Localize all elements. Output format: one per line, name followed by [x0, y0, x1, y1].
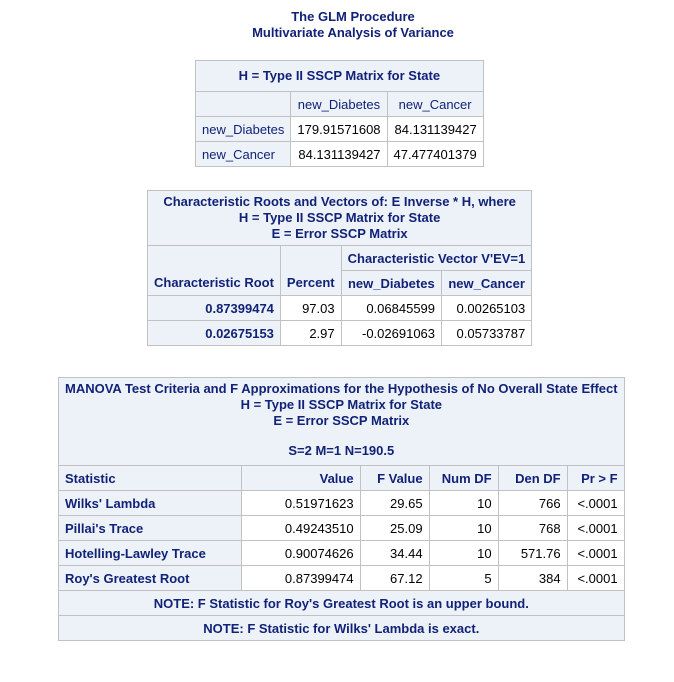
manova-row-header: Roy's Greatest Root — [59, 566, 242, 591]
manova-params: S=2 M=1 N=190.5 — [288, 443, 395, 458]
manova-col-header: Pr > F — [567, 466, 624, 491]
table-row — [59, 516, 625, 541]
manova-cell: <.0001 — [567, 516, 624, 541]
manova-test-table — [58, 377, 625, 641]
sscp-matrix-table — [195, 60, 484, 167]
sscp-corner-cell — [196, 92, 291, 117]
roots-cell: 97.03 — [280, 296, 341, 321]
roots-col-header: new_Cancer — [442, 271, 532, 296]
manova-cell: 34.44 — [360, 541, 429, 566]
sscp-cell: 84.131139427 — [291, 142, 387, 167]
sscp-row-header: new_Diabetes — [196, 117, 291, 142]
manova-cell: 768 — [498, 516, 567, 541]
sscp-row-header: new_Cancer — [196, 142, 291, 167]
roots-caption-line: H = Type II SSCP Matrix for State — [238, 210, 441, 225]
roots-cell: 0.00265103 — [442, 296, 532, 321]
manova-cell: 0.51971623 — [242, 491, 361, 516]
manova-col-header: Statistic — [59, 466, 242, 491]
table-row — [59, 541, 625, 566]
manova-note: NOTE: F Statistic for Roy's Greatest Root is an upper bound. — [59, 591, 625, 616]
sscp-col-header: new_Cancer — [387, 92, 483, 117]
manova-caption-line: H = Type II SSCP Matrix for State — [240, 397, 443, 412]
roots-row-header: 0.02675153 — [148, 321, 281, 346]
manova-cell: <.0001 — [567, 566, 624, 591]
table-row — [196, 142, 484, 167]
manova-col-header: Den DF — [498, 466, 567, 491]
manova-row-header: Hotelling-Lawley Trace — [59, 541, 242, 566]
roots-col-header: new_Diabetes — [341, 271, 441, 296]
manova-cell: 29.65 — [360, 491, 429, 516]
table-row — [148, 296, 532, 321]
manova-row-header: Pillai's Trace — [59, 516, 242, 541]
manova-cell: 0.49243510 — [242, 516, 361, 541]
manova-col-header: Num DF — [429, 466, 498, 491]
roots-cell: -0.02691063 — [341, 321, 441, 346]
manova-caption-line: E = Error SSCP Matrix — [273, 413, 410, 428]
sscp-caption: H = Type II SSCP Matrix for State — [196, 61, 484, 92]
sscp-cell: 47.477401379 — [387, 142, 483, 167]
manova-cell: 10 — [429, 491, 498, 516]
manova-cell: <.0001 — [567, 541, 624, 566]
manova-col-header: F Value — [360, 466, 429, 491]
roots-spanner-header: Characteristic Vector V'EV=1 — [341, 246, 532, 271]
roots-cell: 2.97 — [280, 321, 341, 346]
sscp-cell: 84.131139427 — [387, 117, 483, 142]
manova-caption-line: MANOVA Test Criteria and F Approximations for the Hypothesis of No Overall State Effect — [65, 381, 618, 396]
roots-cell: 0.06845599 — [341, 296, 441, 321]
procedure-subtitle: Multivariate Analysis of Variance — [252, 25, 454, 40]
manova-col-header: Value — [242, 466, 361, 491]
manova-cell: 0.90074626 — [242, 541, 361, 566]
manova-note: NOTE: F Statistic for Wilks' Lambda is exact. — [59, 616, 625, 641]
roots-row-header: 0.87399474 — [148, 296, 281, 321]
sscp-cell: 179.91571608 — [291, 117, 387, 142]
manova-cell: 67.12 — [360, 566, 429, 591]
manova-cell: <.0001 — [567, 491, 624, 516]
manova-cell: 5 — [429, 566, 498, 591]
procedure-titles — [0, 9, 674, 41]
manova-cell: 384 — [498, 566, 567, 591]
table-row — [59, 566, 625, 591]
manova-caption — [59, 378, 625, 466]
manova-cell: 766 — [498, 491, 567, 516]
roots-caption-line: Characteristic Roots and Vectors of: E Inverse * H, where — [163, 194, 516, 209]
table-row — [59, 491, 625, 516]
roots-col-header: Characteristic Root — [148, 246, 281, 296]
manova-cell: 25.09 — [360, 516, 429, 541]
manova-row-header: Wilks' Lambda — [59, 491, 242, 516]
manova-cell: 10 — [429, 541, 498, 566]
manova-cell: 10 — [429, 516, 498, 541]
roots-caption-line: E = Error SSCP Matrix — [271, 226, 408, 241]
table-row — [196, 117, 484, 142]
roots-cell: 0.05733787 — [442, 321, 532, 346]
sscp-col-header: new_Diabetes — [291, 92, 387, 117]
roots-caption — [148, 191, 532, 246]
procedure-title: The GLM Procedure — [291, 9, 415, 24]
manova-cell: 0.87399474 — [242, 566, 361, 591]
roots-col-header: Percent — [280, 246, 341, 296]
table-row — [148, 321, 532, 346]
manova-cell: 571.76 — [498, 541, 567, 566]
characteristic-roots-table — [147, 190, 532, 346]
